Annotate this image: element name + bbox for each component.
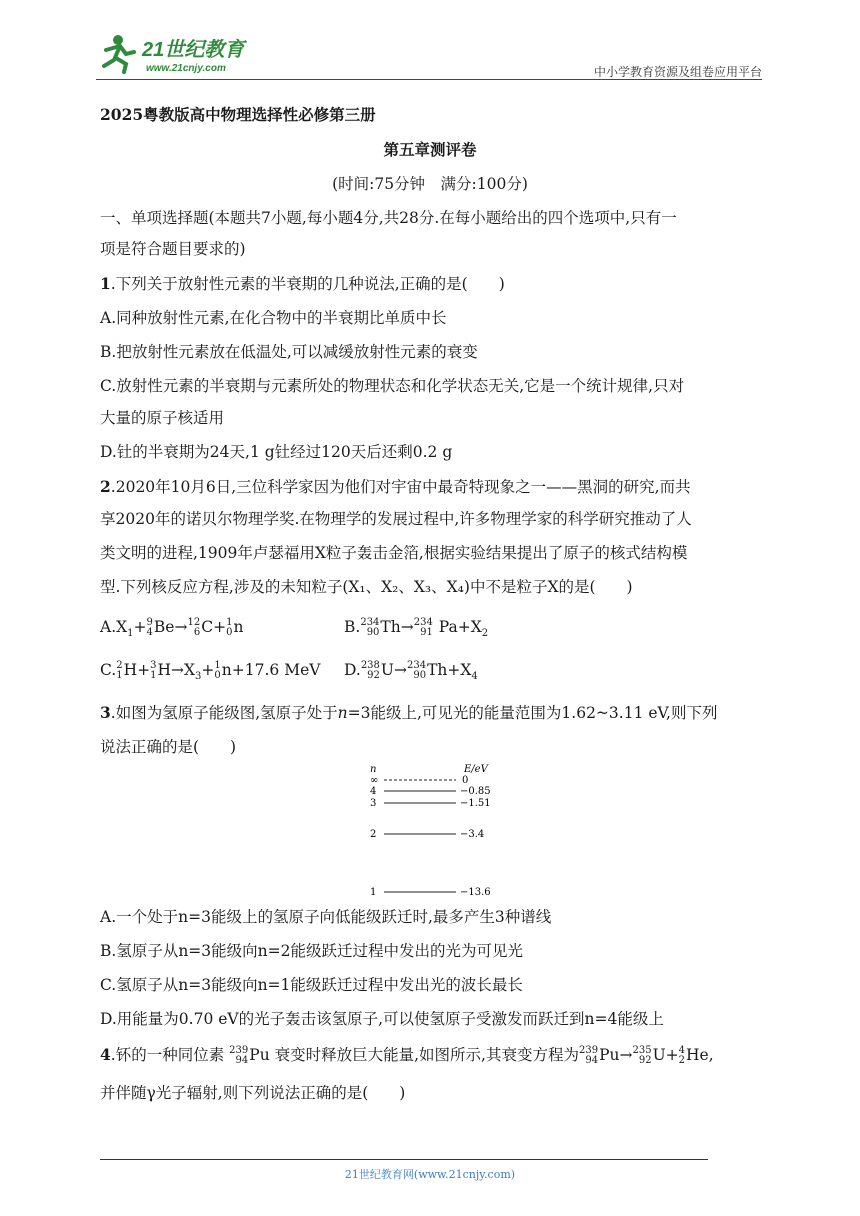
q2-option-b: B. 234 90 Th→ 234 91 $Pa+X_2$	[344, 617, 489, 640]
svg-text:1: 1	[370, 887, 377, 898]
level-4	[370, 786, 491, 797]
q3-stem: 3.如图为氢原子能级图,氢原子处于n=3能级上,可见光的能量范围为1.62~3.11 eV,则下列	[100, 703, 718, 722]
q2-stem: 2.2020年10月6日,三位科学家因为他们对宇宙中最奇特现象之一——黑洞的研究,而共	[100, 477, 691, 496]
series-title: 2025粤教版高中物理选择性必修第三册	[100, 105, 376, 124]
svg-text:−13.6: −13.6	[460, 887, 491, 898]
page-title: 第五章测评卷	[383, 140, 477, 159]
svg-text:0: 0	[462, 775, 469, 786]
q4-stem: 4.钚的一种同位素 239 94 Pu 衰变时释放巨大能量,如图所示,其衰变方程为 239 94 Pu→ 235 92 U+ 4 2 He,	[100, 1045, 714, 1066]
q2-stem-l2: 享2020年的诺贝尔物理学奖.在物理学的发展过程中,许多物理学家的科学研究推动了人	[100, 510, 692, 528]
svg-text:4: 4	[370, 786, 377, 797]
header-rule	[96, 79, 762, 80]
q1-option-b: B.把放射性元素放在低温处,可以减缓放射性元素的衰变	[100, 343, 478, 361]
level-inf	[370, 775, 468, 786]
q2-option-a: $A.X_1+$ 9 4 Be→ 12 6 C+ 1 0 n	[100, 617, 244, 640]
svg-text:3: 3	[370, 798, 377, 809]
q3-option-d: D.用能量为0.70 eV的光子轰击该氢原子,可以使氢原子受激发而跃迁到n=4能级上	[100, 1010, 664, 1028]
exam-time: (时间:75分钟 满分:100分)	[332, 175, 528, 193]
level-2	[370, 829, 484, 840]
n-axis-label: n	[370, 764, 377, 775]
svg-text:−1.51: −1.51	[460, 798, 491, 809]
svg-text:2: 2	[370, 829, 377, 840]
footer-rule	[100, 1159, 708, 1160]
svg-text:∞: ∞	[370, 775, 379, 786]
q1-option-d: D.钍的半衰期为24天,1 g钍经过120天后还剩0.2 g	[100, 443, 453, 461]
svg-text:www.21cnjy.com: www.21cnjy.com	[146, 63, 226, 74]
level-1	[370, 887, 491, 898]
q3-option-c: C.氢原子从n=3能级向n=1能级跃迁过程中发出光的波长最长	[100, 976, 523, 994]
svg-text:21世纪教育: 21世纪教育	[142, 39, 245, 61]
footer-link[interactable]: 21世纪教育网(www.21cnjy.com)	[344, 1168, 516, 1181]
section-heading-cont: 项是符合题目要求的)	[100, 240, 246, 258]
svg-text:−3.4: −3.4	[460, 829, 485, 840]
q2-stem-l4: 型.下列核反应方程,涉及的未知粒子(X₁、X₂、X₃、X₄)中不是粒子X的是( )	[100, 578, 633, 596]
logo	[96, 30, 266, 76]
platform-name: 中小学教育资源及组卷应用平台	[593, 65, 762, 79]
q2-stem-l3: 类文明的进程,1909年卢瑟福用X粒子轰击金箔,根据实验结果提出了原子的核式结构模	[100, 544, 688, 562]
q4-stem-l2: 并伴随γ光子辐射,则下列说法正确的是( )	[100, 1084, 406, 1102]
q3-option-b: B.氢原子从n=3能级向n=2能级跃迁过程中发出的光为可见光	[100, 942, 523, 960]
svg-text:−0.85: −0.85	[460, 786, 491, 797]
q3-stem-l2: 说法正确的是( )	[100, 738, 237, 756]
section-heading: 一、单项选择题(本题共7小题,每小题4分,共28分.在每小题给出的四个选项中,只有一	[100, 209, 677, 227]
q2-option-c: C. 2 1 H+ 3 1 $H\to X_3+$ 1 0 n+17.6 MeV	[100, 660, 321, 683]
page-header	[96, 30, 762, 80]
e-axis-label: E/eV	[464, 764, 488, 775]
q1-option-c: C.放射性元素的半衰期与元素所处的物理状态和化学状态无关,它是一个统计规律,只对	[100, 377, 685, 395]
level-3	[370, 798, 491, 809]
q1-stem: 1.下列关于放射性元素的半衰期的几种说法,正确的是( )	[100, 274, 505, 293]
q2-option-d: D. 238 92 U→ 234 90 $Th+X_4$	[344, 660, 478, 683]
q1-option-c-cont: 大量的原子核适用	[100, 409, 225, 427]
q1-option-a: A.同种放射性元素,在化合物中的半衰期比单质中长	[100, 309, 447, 327]
energy-level-diagram	[360, 760, 500, 900]
q3-option-a: A.一个处于n=3能级上的氢原子向低能级跃迁时,最多产生3种谱线	[100, 908, 552, 926]
